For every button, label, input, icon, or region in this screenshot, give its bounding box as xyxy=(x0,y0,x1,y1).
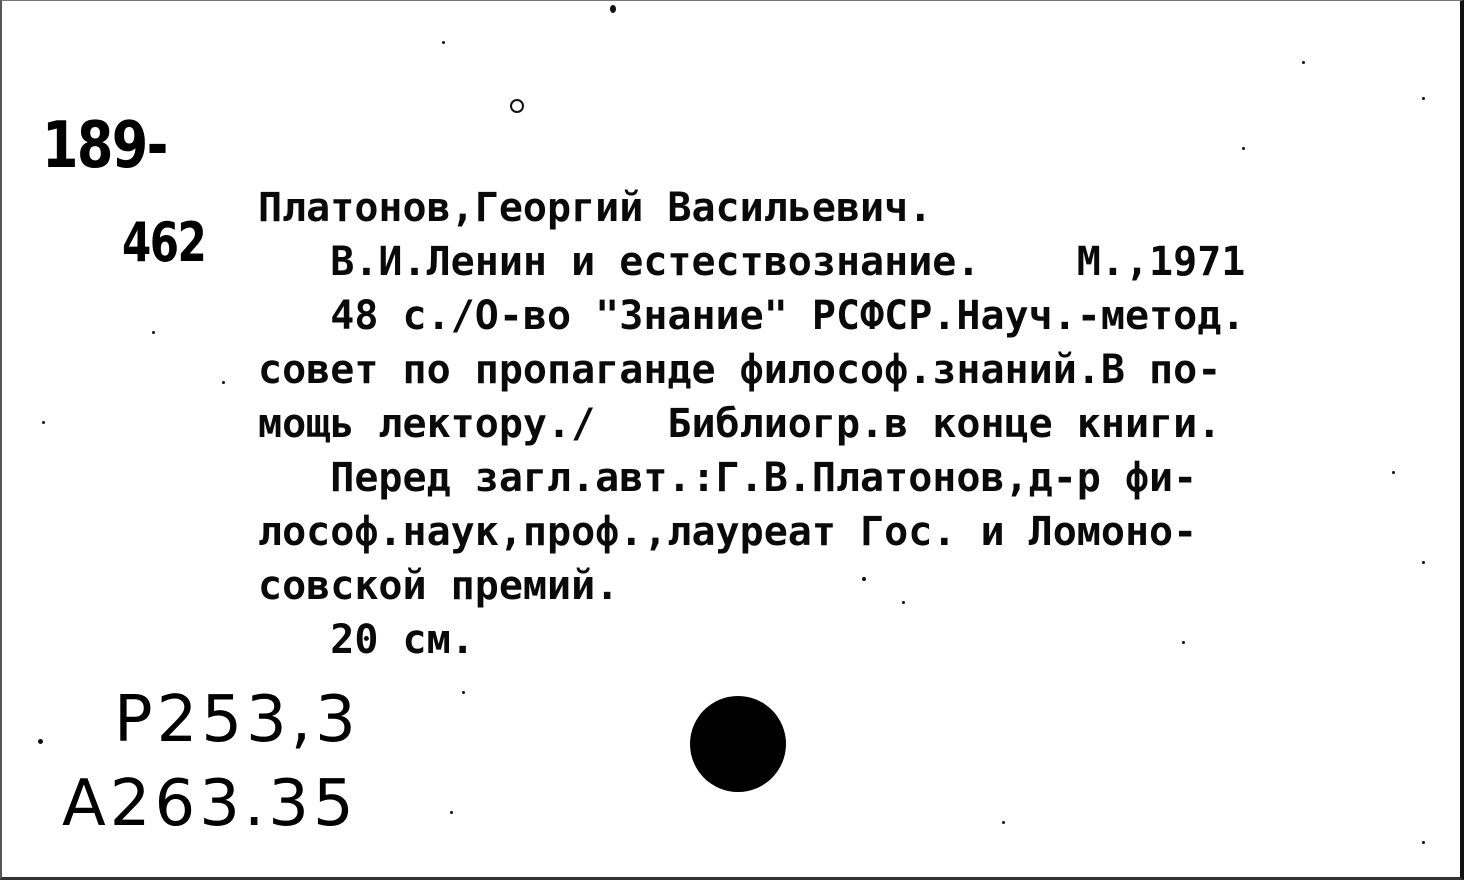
speck xyxy=(510,99,524,113)
entry-size-line: 20 см. xyxy=(258,617,475,663)
speck xyxy=(38,739,43,744)
call-number-top: 189- xyxy=(42,109,167,183)
shelf-mark-1: P253,3 xyxy=(114,683,360,757)
entry-heading-author: Платонов,Георгий Васильевич. xyxy=(258,185,933,231)
speck xyxy=(1422,97,1425,100)
entry-note-line: совской премий. xyxy=(258,563,620,609)
card-punch-hole xyxy=(690,696,786,792)
entry-description-line: мощь лектору./ Библиогр.в конце книги. xyxy=(258,401,1222,447)
speck xyxy=(1302,61,1305,64)
entry-note-line: Перед загл.авт.:Г.В.Платонов,д-р фи- xyxy=(258,455,1198,501)
speck xyxy=(42,421,45,424)
entry-title-line: В.И.Ленин и естествознание. М.,1971 xyxy=(258,239,1246,285)
speck xyxy=(1242,147,1245,150)
speck xyxy=(462,691,465,694)
speck xyxy=(1422,841,1425,844)
call-number-bottom: 462 xyxy=(122,211,206,274)
shelf-mark-2: A263.35 xyxy=(62,767,358,841)
speck xyxy=(450,811,453,814)
speck xyxy=(1002,821,1005,824)
speck xyxy=(152,331,155,334)
entry-description-line: совет по пропаганде философ.знаний.В по- xyxy=(258,347,1222,393)
entry-note-line: лософ.наук,проф.,лауреат Гос. и Ломоно- xyxy=(258,509,1198,555)
speck xyxy=(222,381,225,384)
speck xyxy=(610,5,616,13)
speck xyxy=(442,41,445,44)
entry-description-line: 48 с./О-во "Знание" РСФСР.Науч.-метод. xyxy=(258,293,1246,339)
bibliographic-entry xyxy=(258,181,1448,667)
